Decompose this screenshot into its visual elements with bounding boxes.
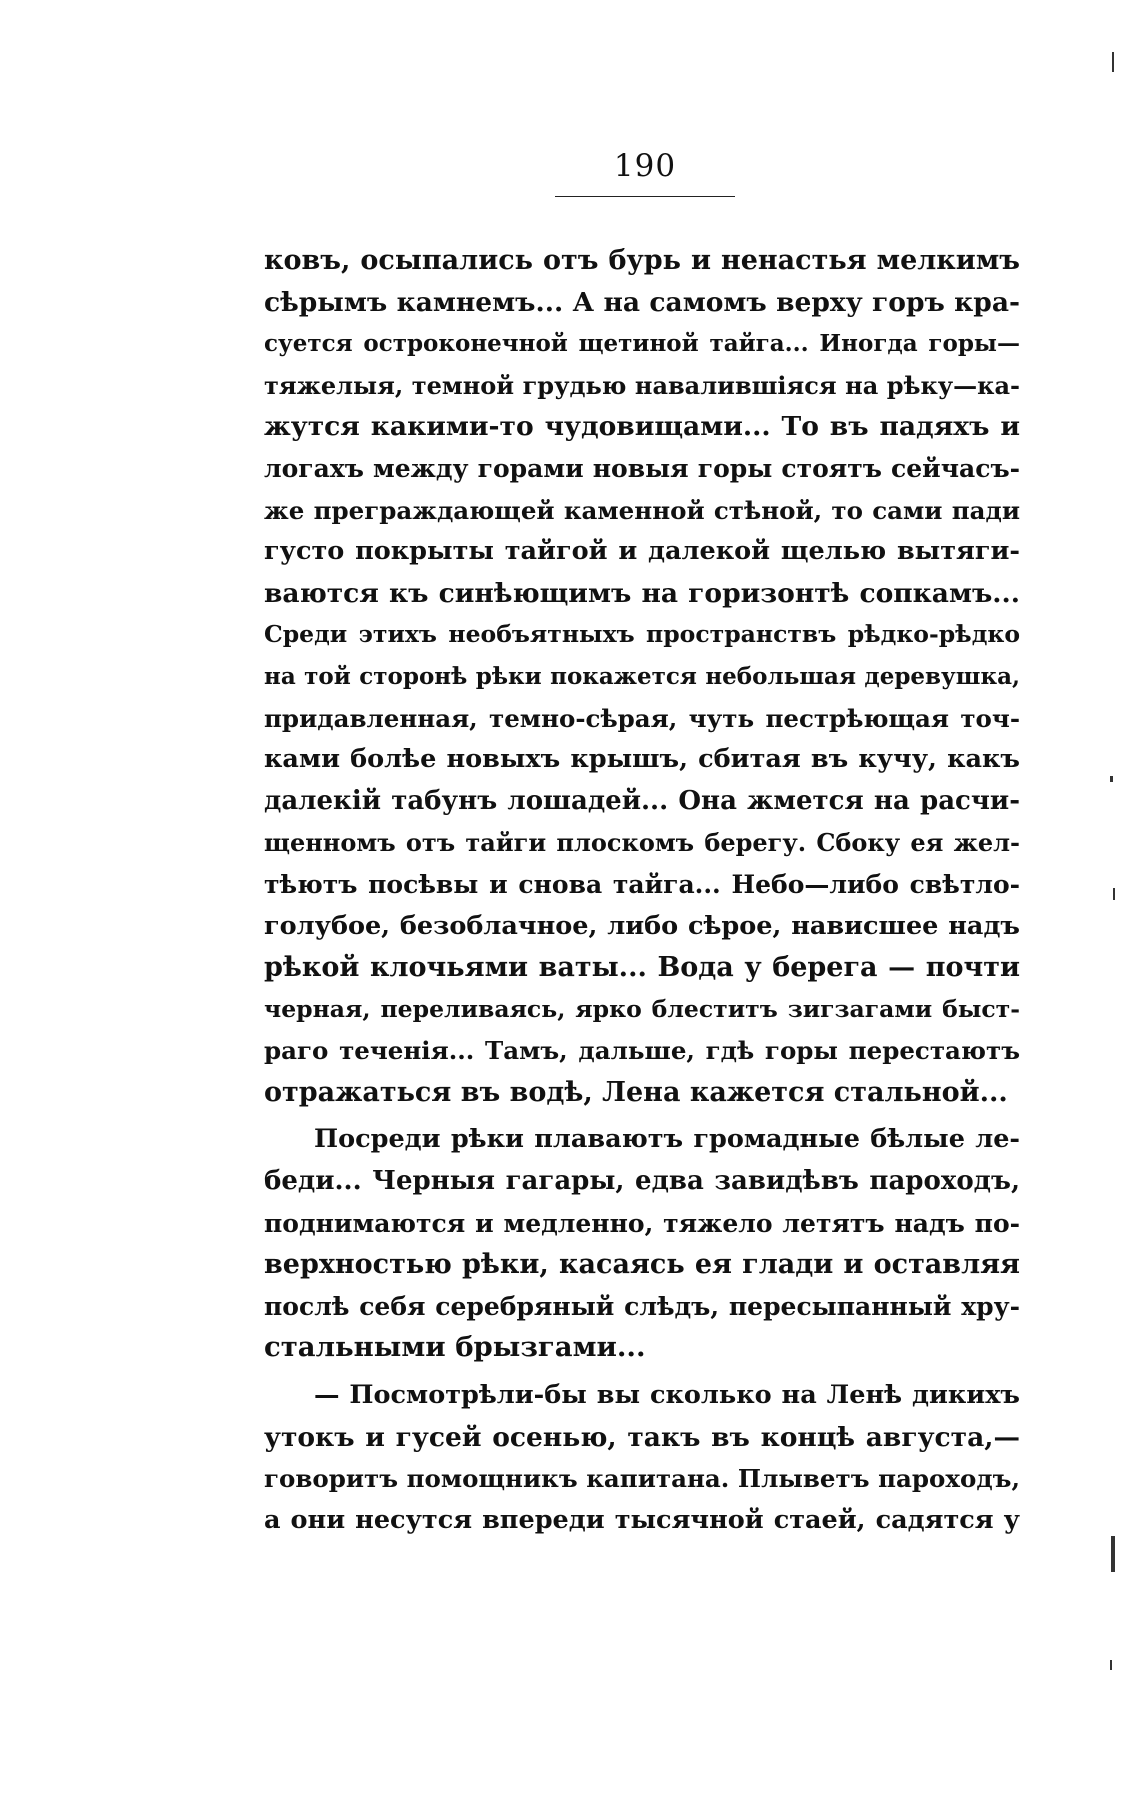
- paragraph-1: [264, 240, 1020, 1113]
- text-line: рѣкой клочьями ваты... Вода у берега — почти: [264, 952, 1020, 984]
- text-line: ковъ, осыпались отъ бурь и ненастья мелкимъ: [264, 245, 1020, 276]
- text-line: Среди этихъ необъятныхъ пространствъ рѣдко-рѣдко: [264, 620, 1020, 649]
- text-line: логахъ между горами новыя горы стоятъ сейчасъ-: [264, 453, 1020, 483]
- text-line: стальными брызгами...: [264, 1331, 646, 1364]
- text-line: тѣютъ посѣвы и снова тайга... Небо—либо свѣтло-: [264, 869, 1020, 899]
- text-line: голубое, безоблачное, либо сѣрое, нависшее надъ: [264, 910, 1020, 941]
- text-line: ками болѣе новыхъ крышъ, сбитая въ кучу, какъ: [264, 744, 1020, 775]
- text-line: придавленная, темно-сѣрая, чуть пестрѣющая точ-: [264, 703, 1020, 733]
- text-line: далекiй табунъ лошадей... Она жмется на расчи-: [264, 785, 1020, 816]
- scan-mark: [1111, 1536, 1115, 1572]
- paragraph-3: [264, 1375, 1020, 1541]
- page-number: 190: [613, 148, 677, 184]
- text-line: послѣ себя серебряный слѣдъ, пересыпанный хру-: [264, 1291, 1020, 1321]
- text-line: на той сторонѣ рѣки покажется небольшая деревушка,: [264, 662, 1020, 690]
- text-line: беди... Черныя гагары, едва завидѣвъ пароходъ,: [264, 1166, 1020, 1197]
- text-line: раго теченiя... Тамъ, дальше, гдѣ горы перестаютъ: [264, 1036, 1020, 1066]
- text-line: сѣрымъ камнемъ... А на самомъ верху горъ кра-: [264, 286, 1020, 318]
- text-line: поднимаются и медленно, тяжело летятъ надъ по-: [264, 1208, 1020, 1238]
- text-line: черная, переливаясь, ярко блеститъ зигзагами быст-: [264, 994, 1020, 1023]
- text-line: тяжелыя, темной грудью навалившiяся на рѣку—ка-: [264, 370, 1020, 400]
- scan-mark: [1110, 776, 1113, 782]
- text-line: густо покрыты тайгой и далекой щелью вытяги-: [264, 536, 1020, 567]
- text-line: Посреди рѣки плаваютъ громадные бѣлые ле-: [314, 1124, 1020, 1155]
- text-line: щенномъ отъ тайги плоскомъ берегу. Сбоку ея жел-: [264, 828, 1020, 858]
- scan-mark: [1113, 888, 1115, 900]
- text-line: верхностью рѣки, касаясь ея глади и оставляя: [264, 1249, 1020, 1281]
- scan-mark: [1110, 1660, 1112, 1670]
- paragraph-2: [264, 1119, 1020, 1369]
- text-line: говоритъ помощникъ капитана. Плыветъ пароходъ,: [264, 1464, 1020, 1494]
- header-rule: [555, 196, 735, 197]
- text-line: жутся какими-то чудовищами... То въ падяхъ и: [264, 411, 1020, 443]
- text-line: — Посмотрѣли-бы вы сколько на Ленѣ дикихъ: [314, 1380, 1020, 1411]
- scan-mark: [1112, 52, 1114, 72]
- text-line: ваются къ синѣющимъ на горизонтѣ сопкамъ...: [264, 577, 1020, 609]
- text-line: суется остроконечной щетиной тайга... Иногда горы—: [264, 330, 1020, 358]
- text-line: же преграждающей каменной стѣной, то сами пади: [264, 495, 1020, 525]
- text-line: утокъ и гусей осенью, такъ въ концѣ августа,—: [264, 1421, 1020, 1453]
- body-text: [264, 240, 1020, 1541]
- text-line: отражаться въ водѣ, Лена кажется стальной...: [264, 1076, 1008, 1108]
- text-line: а они несутся впереди тысячной стаей, садятся у: [264, 1504, 1020, 1535]
